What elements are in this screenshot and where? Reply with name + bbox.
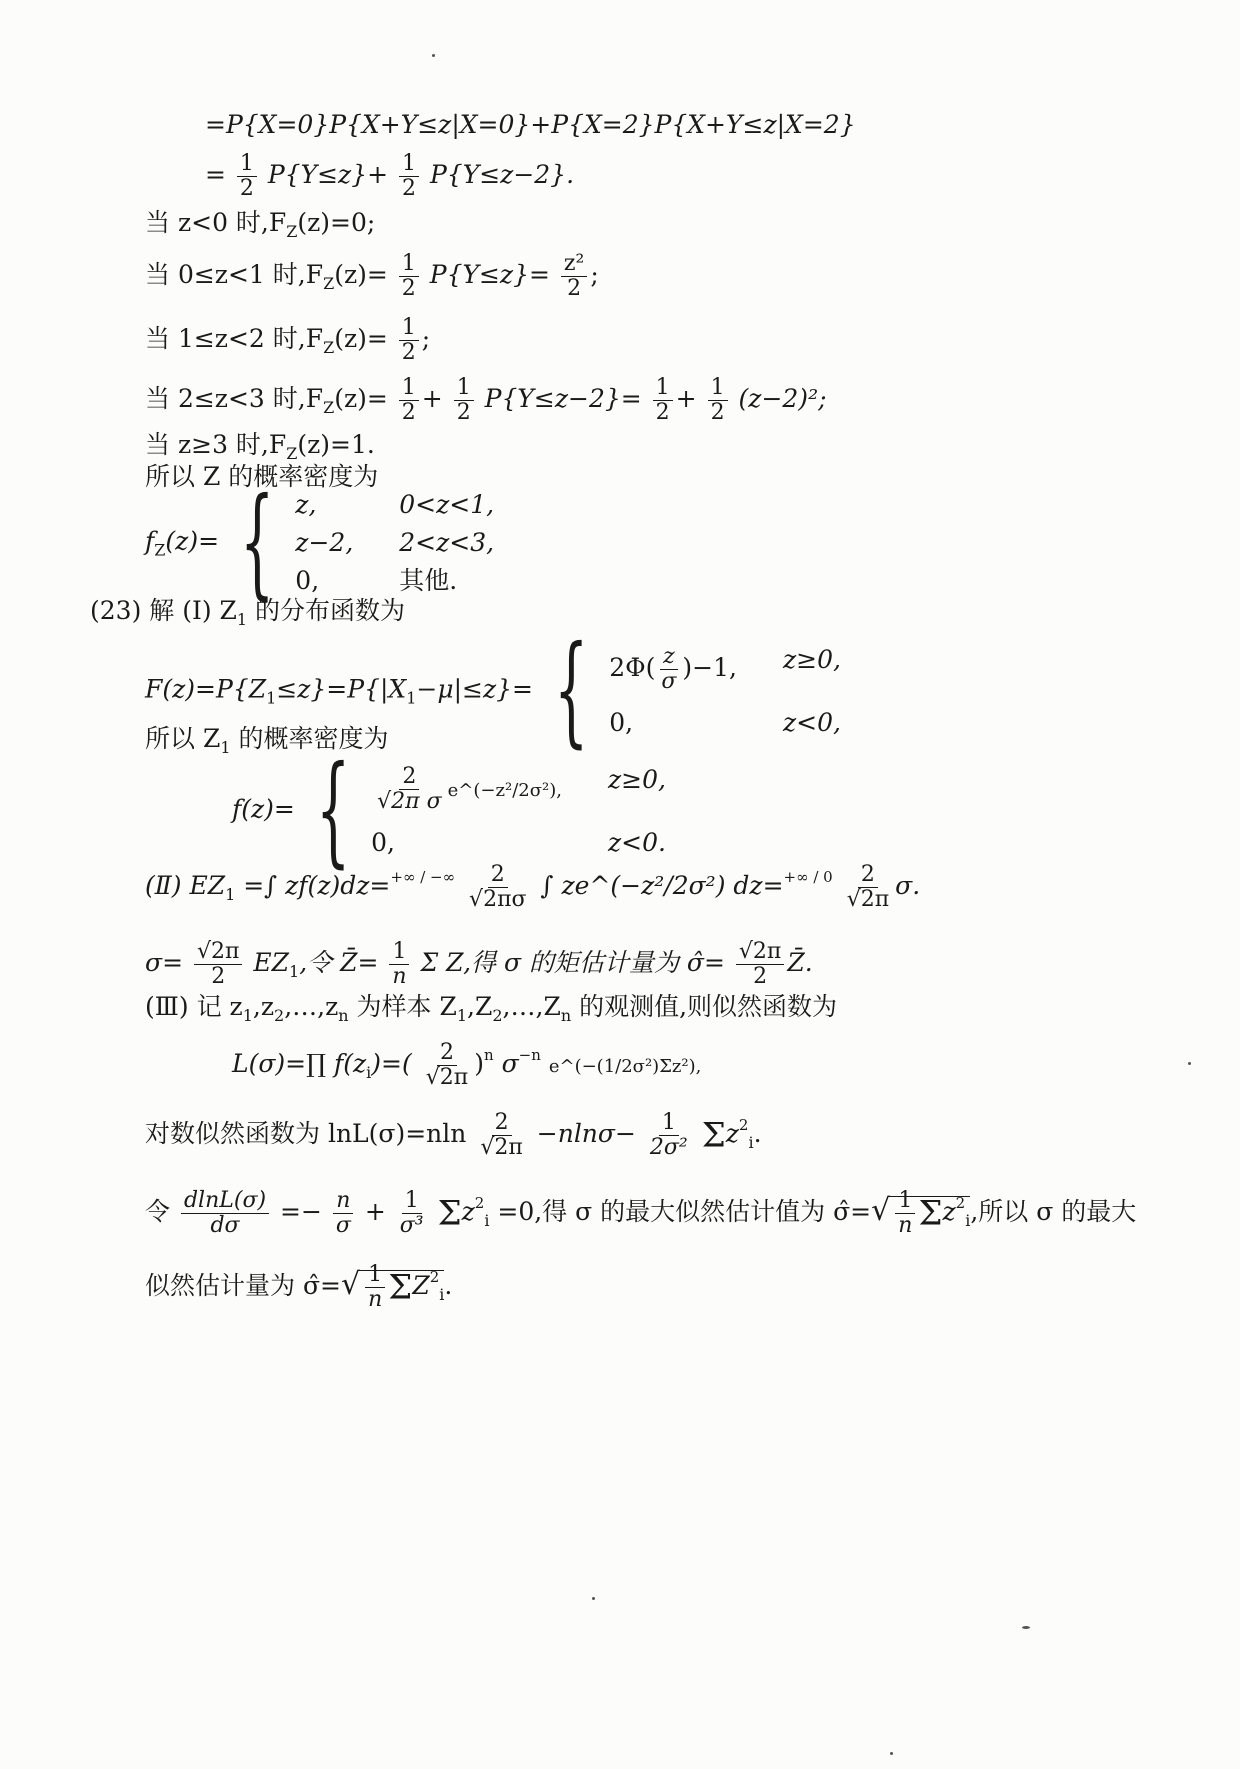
likelihood-line: L(σ)=∏ $f(z_i)=$( $\frac{2}{√2\pi}$ )$^n$ $\sigma^{-n}$ e^(−(1/2σ²)Σz²), xyxy=(232,1040,702,1090)
case-line-0-1: 当 0≤z<1 时$,F_Z(z)=$ $\frac{1}{2}$ P{Y≤z}= $\frac{\text{z²}}{2}$ ; xyxy=(145,251,599,301)
case-line-1-2: 当 1≤z<2 时$,F_Z(z)=$ $\frac{1}{2}$ ; xyxy=(145,315,431,365)
case-line-z-ge-3: 当 z≥3 时$,F_Z(z)=1$. xyxy=(145,430,375,463)
piecewise-Fz: $F(z)=P\{Z_1\le z\}=P\{|X_1-\mu|\le z\}=$ { 2Φ( $\frac{z}{\sigma}$ )−1, z≥0, 0, z<0, xyxy=(145,621,841,760)
scan-speck xyxy=(890,1752,893,1755)
formula-text: P{Y≤z−2}. xyxy=(429,160,575,189)
formula-text: =P{X=0}P{X+Y≤z|X=0}+P{X=2}P{X+Y≤z|X=2} xyxy=(205,110,856,139)
formula-text: P{Y≤z}+ xyxy=(267,160,389,189)
part-iii-line: (Ⅲ) 记 $z_1,z_2,\dots,z_n$ 为样本 $Z_1,Z_2,\dots,Z_n$ 的观测值,则似然函数为 xyxy=(145,992,838,1025)
text-line: 所以 Z 的概率密度为 xyxy=(145,462,379,491)
case-line-2-3: 当 2≤z<3 时$,F_Z(z)=$ $\frac{1}{2}$ + $\frac{1}{2}$ P{Y≤z−2}= $\frac{1}{2}$ + $\frac{1}{2}$ (z−2)²; xyxy=(145,375,827,425)
log-likelihood-line: 对数似然函数为 lnL(σ)=nln $\frac{2}{√2\pi}$ −nlnσ− $\frac{1}{\text{2σ²}}$ $\Sigma z^2_i$. xyxy=(145,1110,762,1160)
eq-line-2 xyxy=(205,152,574,201)
scan-speck xyxy=(432,54,435,57)
problem-23-heading: (23) 解 (Ⅰ) $Z_1$ 的分布函数为 xyxy=(90,596,406,629)
moment-estimator-line: σ= $\frac{√2\pi}{2}$ $EZ_1$,令 Z̄= $\frac{1}{n}$ Σ Z,得 σ 的矩估计量为 σ̂= $\frac{√2\pi}{2}$ Z̄. xyxy=(145,939,813,989)
scan-speck xyxy=(1022,1626,1030,1629)
part-ii-line: (Ⅱ) $EZ_1$ =∫ zf(z)dz=+∞ / −∞ $\frac{2}{√2\pi\sigma}$ ∫ ze^(−z²/2σ²) dz=$^{+\infty / 0}$ $\frac{2}{√2\pi}$ σ. xyxy=(145,862,921,912)
scan-speck xyxy=(1188,1062,1191,1065)
formula-text: = xyxy=(205,160,226,189)
piecewise-f: f(z)= { $\frac{2}{\text{√2π σ}}$ e^(−z²/2σ²), z≥0, 0, z<0. xyxy=(232,741,666,880)
case-line-z-lt-0: 当 z<0 时$,F_Z(z)=0$; xyxy=(145,208,376,241)
scan-speck xyxy=(592,1597,595,1600)
derivative-line: 令 $\frac{dlnL(\sigma)}{d\sigma}$ =− $\frac{n}{\sigma}$ + $\frac{1}{\text{σ³}}$ $\Sigma z^2_i =0$,得 σ 的最大似然估计值为 σ̂=√ $\frac{1}{n}$ $\Sigma z^2_i$,所以 σ 的最大 xyxy=(145,1188,1137,1238)
fraction: $\frac{1}{2}$ xyxy=(399,152,419,201)
mle-line: 似然估计量为 σ̂=√ $\frac{1}{n}$ $\Sigma Z^2_i$. xyxy=(145,1262,453,1312)
eq-line-1 xyxy=(205,110,856,140)
piecewise-fz: $f_Z(z)=$ { z, 0<z<1, z−2, 2<z<3, 0, 其他. xyxy=(145,473,495,612)
fraction: $\frac{1}{2}$ xyxy=(237,152,257,201)
text-line: 所以 $Z_1$ 的概率密度为 xyxy=(145,724,389,757)
